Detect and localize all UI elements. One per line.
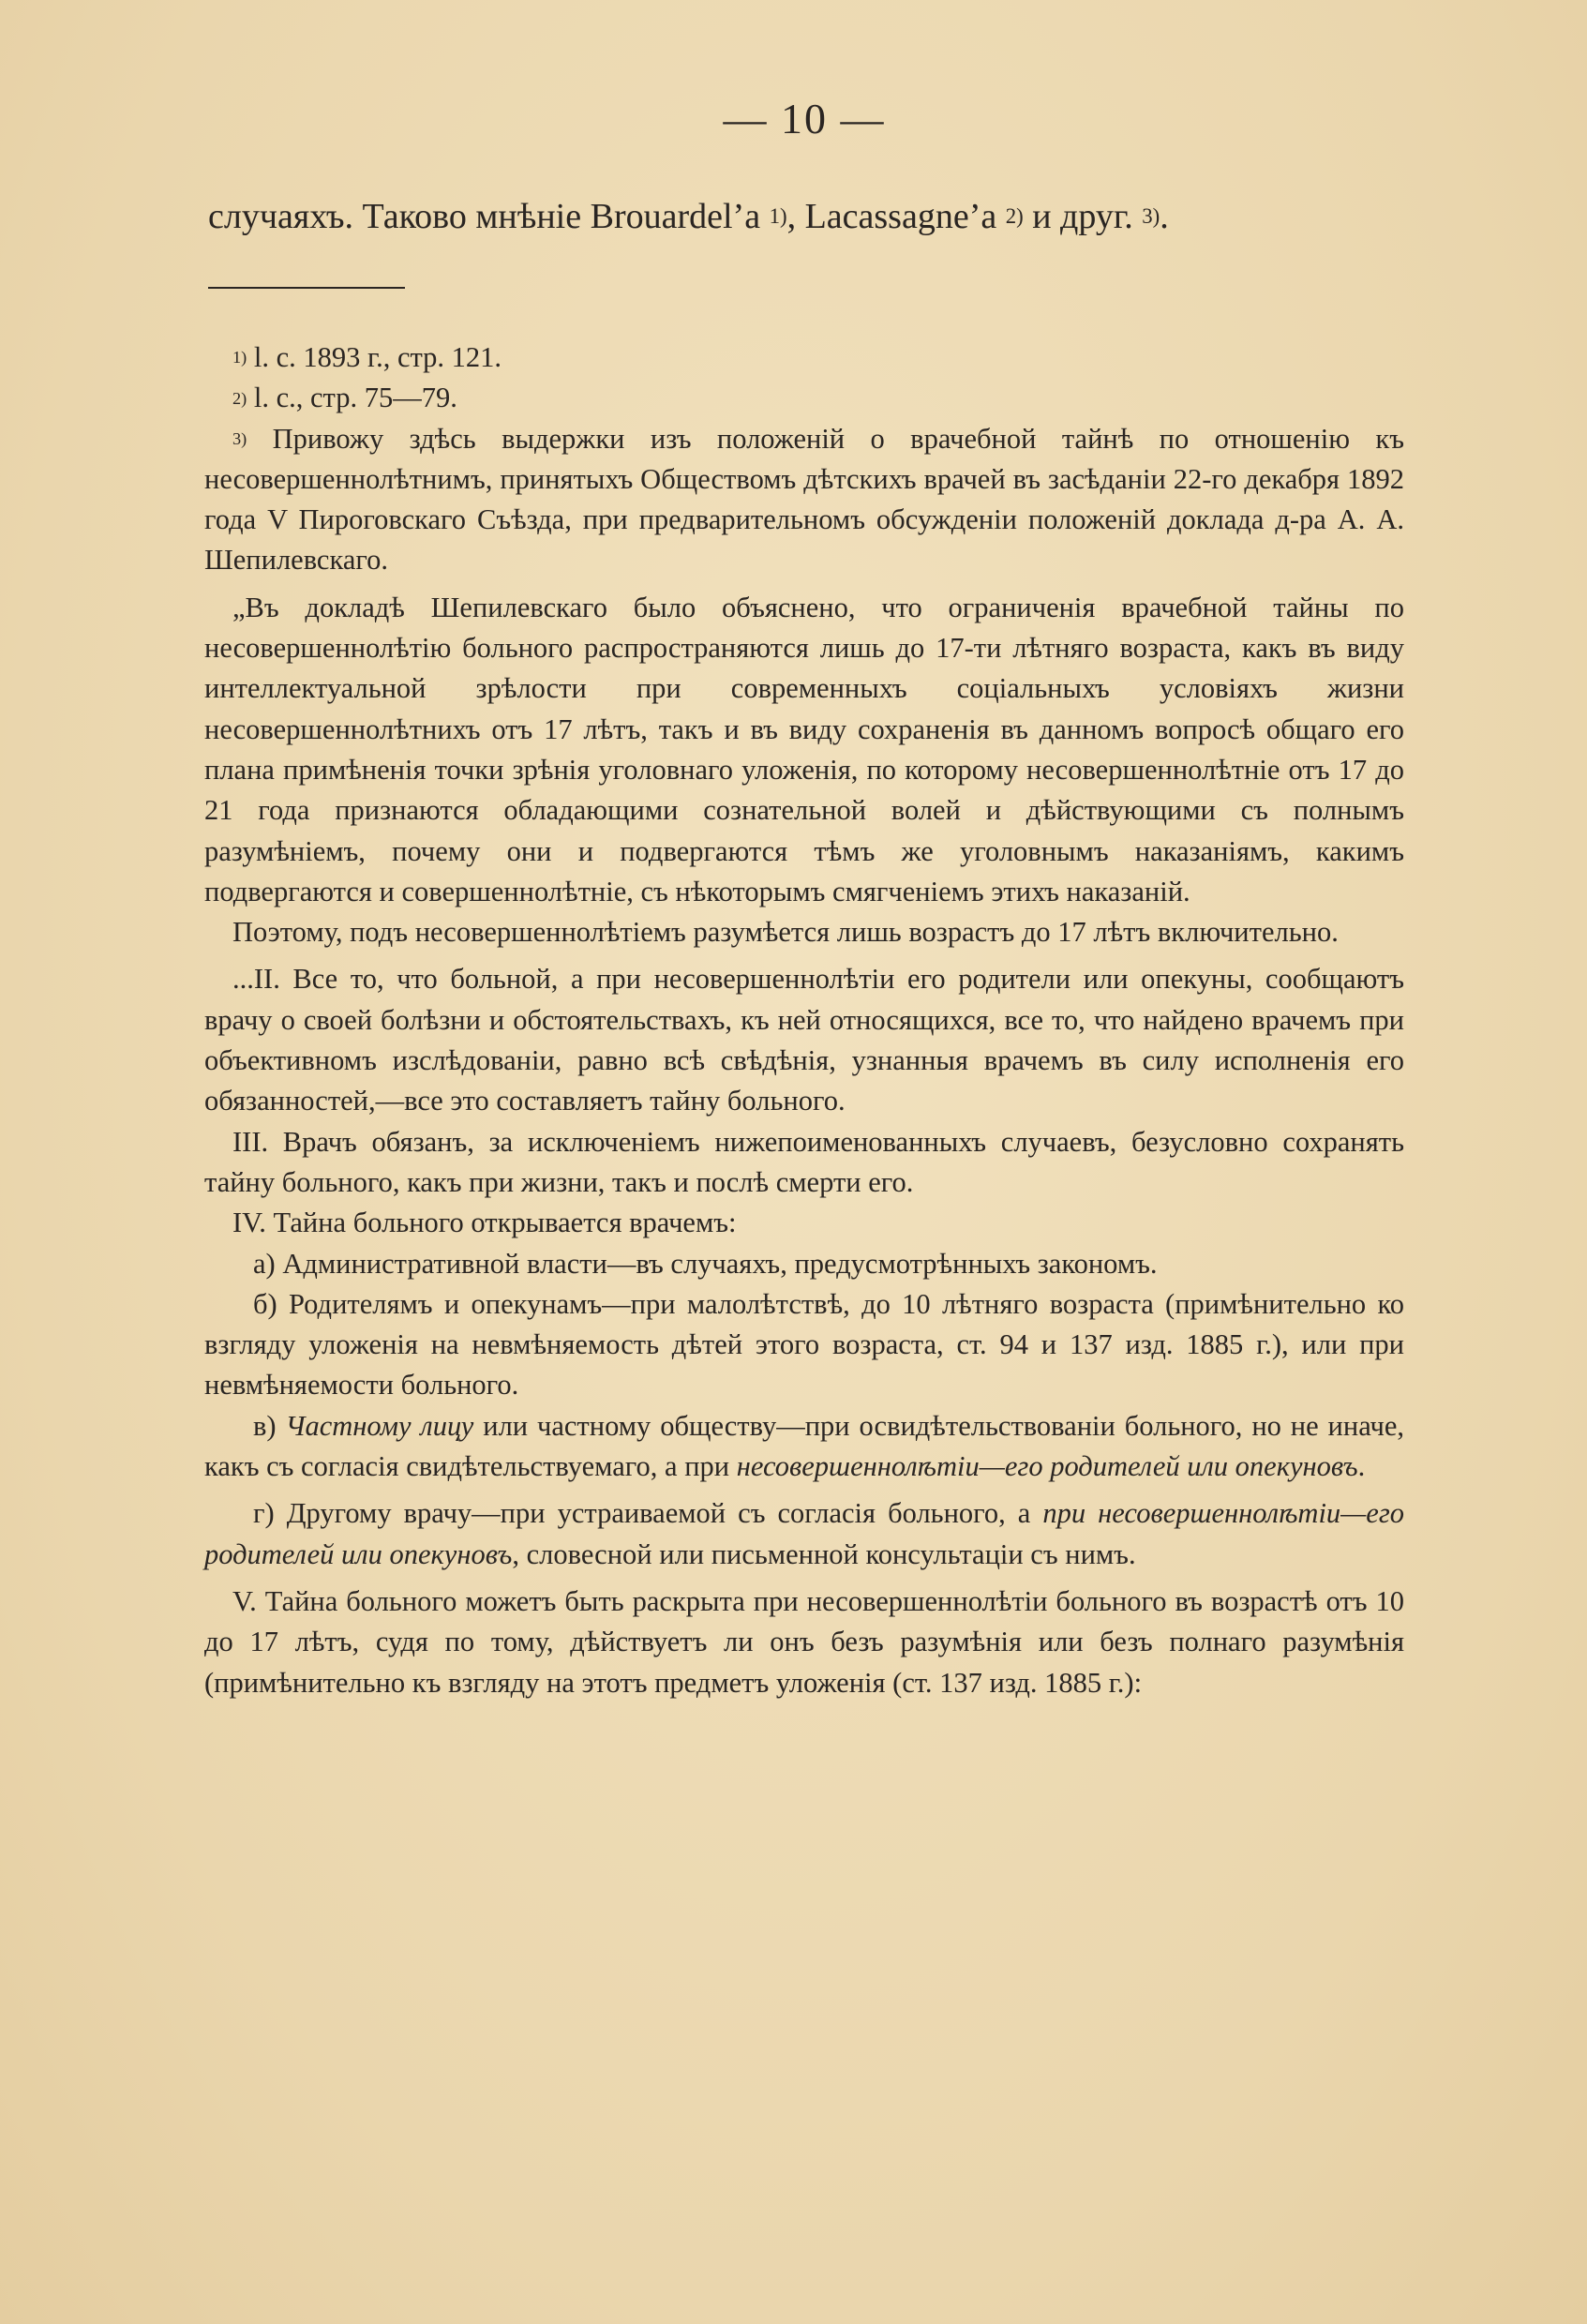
item-v-text-2: или частному обществу—при освидѣтельствованіи больного, но не иначе, какъ съ согласія свидѣтельствуемаго, а при — [204, 1409, 1405, 1483]
footnote-ref-3: 3) — [1142, 204, 1160, 229]
quote-paragraph-1: „Въ докладѣ Шепилевскаго было объяснено, что ограниченія врачебной тайны по несовершеннолѣтію больного распространяются лишь до 17-ти лѣтняго возраста, какъ въ виду интеллектуальной зрѣлости при современныхъ соціальныхъ условіяхъ жизни несовершеннолѣтнихъ отъ 17 лѣтъ, такъ и въ виду сохраненія въ данномъ вопросѣ общаго его плана примѣненія точки зрѣнія уголовнаго уложенія, по которому несовершеннолѣтніе отъ 17 до 21 года признаются обладающими сознательной волей и дѣйствующими съ полнымъ разумѣніемъ, почему они и подвергаются тѣмъ же уголовнымъ наказаніямъ, какимъ подвергаются и совершеннолѣтніе, съ нѣкоторымъ смягченіемъ этихъ наказаній. — [204, 591, 1404, 907]
item-g-italic-1: при несовершеннолѣтіи—его родителей или опекуновъ — [204, 1497, 1404, 1570]
item-g-text-2: , словесной или письменной консультаціи съ нимъ. — [512, 1537, 1136, 1570]
quote-item-b: б) Родителямъ и опекунамъ—при малолѣтствѣ, до 10 лѣтняго возраста (примѣнительно ко взгляду уложенія на невмѣняемость дѣтей этого возраста, ст. 94 и 137 изд. 1885 г.), или при невмѣняемости больного. — [204, 1287, 1404, 1402]
footnote-2-marker: 2) — [232, 388, 247, 408]
lead-text-c: и друг. — [1023, 197, 1143, 236]
page-number: — 10 — — [723, 95, 886, 142]
item-v-italic-2: несовершеннолѣтіи—его родителей или опекуновъ — [736, 1450, 1358, 1483]
lead-text-b: , Lacassagne’a — [786, 197, 1006, 236]
quote-item-g — [204, 1493, 1404, 1575]
footnote-1 — [204, 337, 1404, 378]
item-v-text-3: . — [1357, 1450, 1366, 1483]
item-g-text-1: г) Другому врачу—при устраиваемой съ согласія больного, а — [253, 1497, 1043, 1530]
quote-paragraph-2: Поэтому, подъ несовершеннолѣтіемъ разумѣется лишь возрастъ до 17 лѣтъ включительно. — [232, 916, 1339, 949]
quote-paragraph-3: ...II. Все то, что больной, а при несовершеннолѣтіи его родители или опекуны, сообщаютъ врачу о своей болѣзни и обстоятельствахъ, къ ней относящихся, все то, что найдено врачемъ при объективномъ изслѣдованіи, равно всѣ свѣдѣнія, узнанныя врачемъ въ силу исполненія его обязанностей,—все это составляетъ тайну больного. — [204, 963, 1404, 1117]
footnote-ref-1: 1) — [769, 204, 787, 229]
lead-text-a: случаяхъ. Таково мнѣніе Brouardel’a — [208, 197, 770, 236]
footnotes-block — [204, 337, 1404, 1703]
footnote-1-marker: 1) — [232, 348, 247, 367]
footnote-1-text: l. c. 1893 г., стр. 121. — [247, 341, 502, 373]
footnote-ref-2: 2) — [1005, 204, 1024, 229]
footnote-3-text: Привожу здѣсь выдержки изъ положеній о врачебной тайнѣ по отношенію къ несовершеннолѣтнимъ, принятыхъ Обществомъ дѣтскихъ врачей въ засѣданіи 22-го декабря 1892 года V Пироговскаго Съѣзда, при предварительномъ обсужденіи положеній доклада д-ра А. А. Шепилевскаго. — [204, 422, 1404, 577]
footnote-divider — [208, 287, 405, 289]
item-v-italic-1: Частному лицу — [285, 1409, 474, 1442]
quote-paragraph-4: III. Врачъ обязанъ, за исключеніемъ нижепоименованныхъ случаевъ, безусловно сохранять тайну больного, какъ при жизни, такъ и послѣ смерти его. — [204, 1125, 1404, 1198]
quote-paragraph-5: IV. Тайна больного открывается врачемъ: — [232, 1207, 737, 1239]
lead-text-d: . — [1160, 197, 1169, 236]
book-page — [204, 0, 1404, 2324]
quote-paragraph-6: V. Тайна больного можетъ быть раскрыта при несовершеннолѣтіи больного въ возрастѣ отъ 10 до 17 лѣтъ, судя по тому, дѣйствуетъ ли онъ безъ разумѣнія или безъ полнаго разумѣнія (примѣнительно къ взгляду на этотъ предметъ уложенія (ст. 137 изд. 1885 г.): — [204, 1584, 1404, 1699]
item-v-text-1: в) — [253, 1409, 286, 1442]
footnote-2 — [204, 378, 1404, 418]
quote-item-v — [204, 1406, 1404, 1488]
footnote-3-marker: 3) — [232, 428, 247, 448]
footnote-2-text: l. c., стр. 75—79. — [247, 382, 457, 414]
quote-item-a: а) Административной власти—въ случаяхъ, предусмотрѣнныхъ закономъ. — [253, 1247, 1158, 1280]
footnote-3 — [204, 419, 1404, 581]
lead-sentence — [208, 191, 1408, 242]
